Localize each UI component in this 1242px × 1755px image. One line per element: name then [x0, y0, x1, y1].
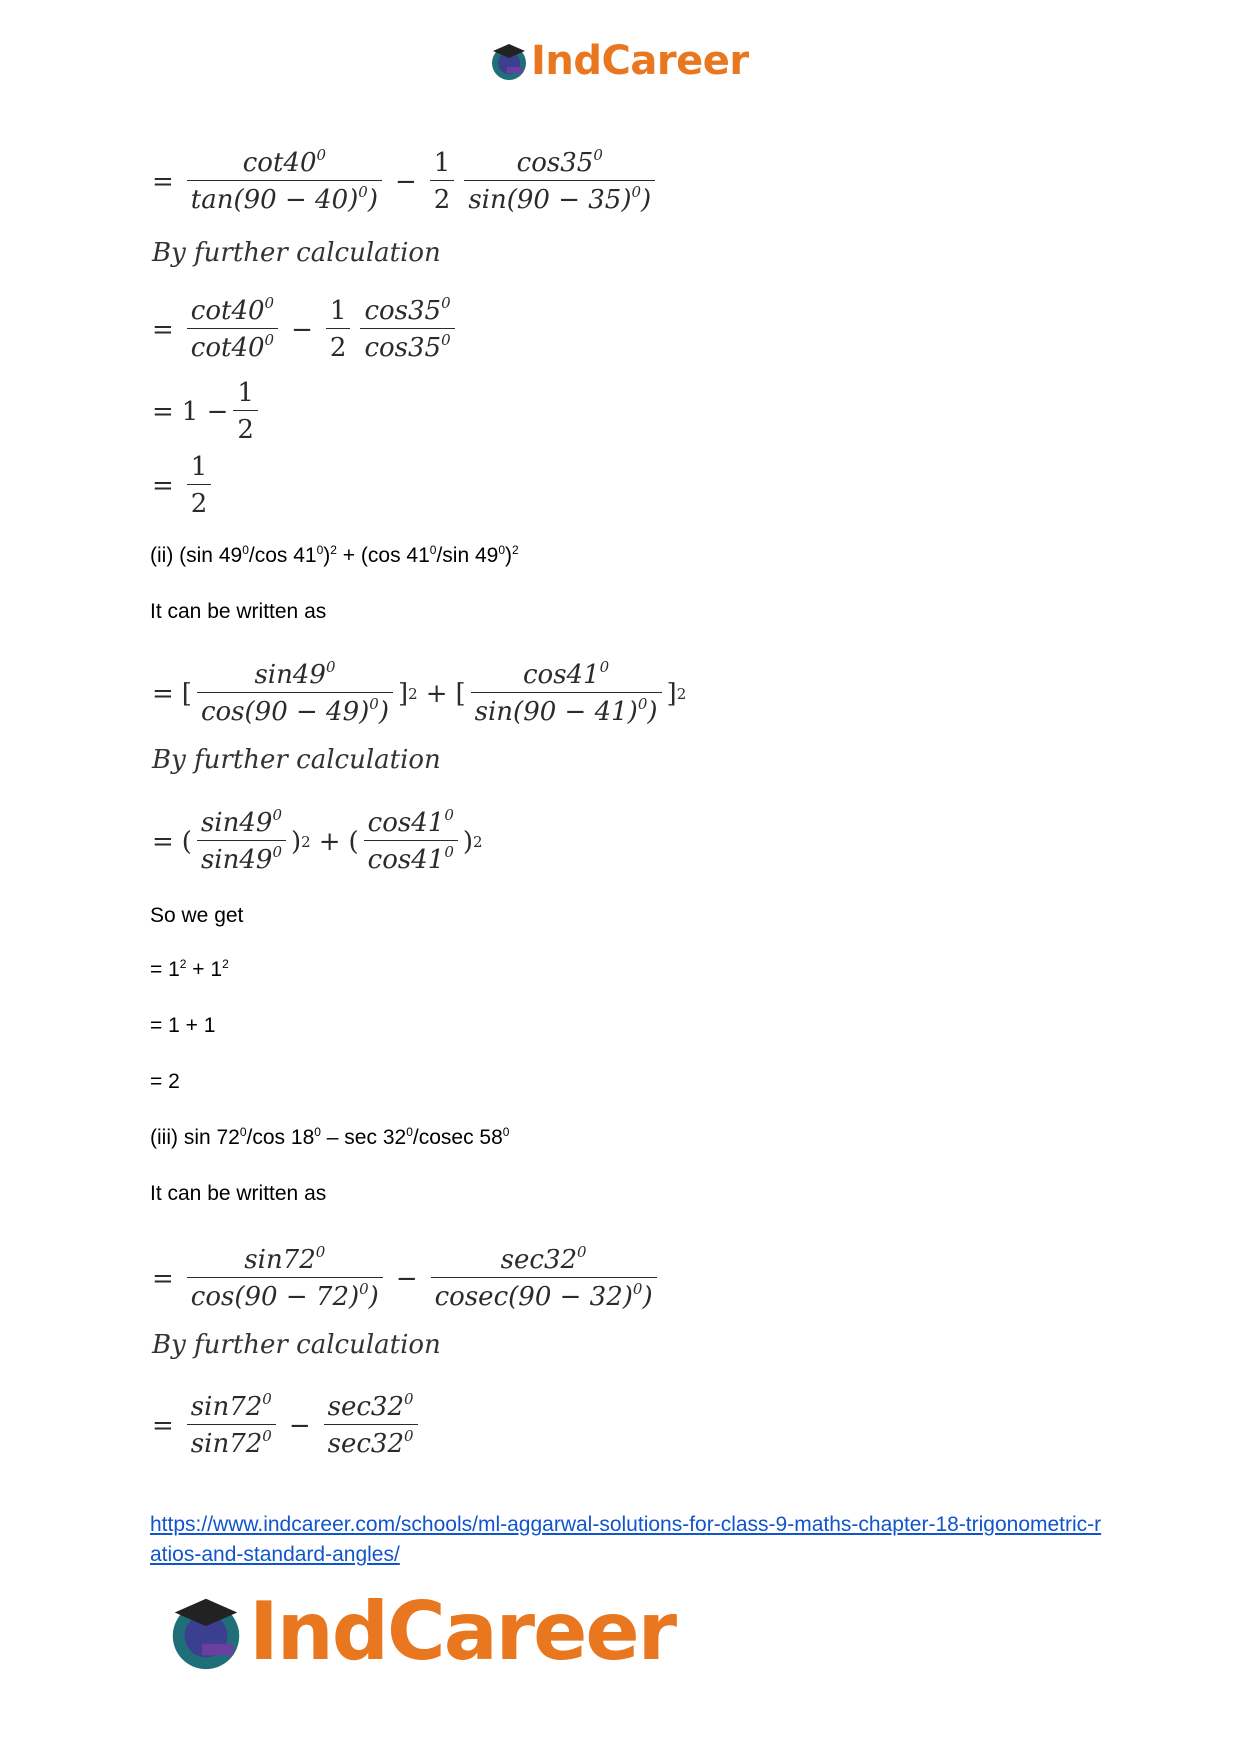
part-i-step4: = $\frac{1}{2}$	[152, 452, 216, 519]
part-ii-question: (ii) (sin $49^0/\cos$ $41^0)^2 + (\cos$ $41^0/\sin$ $49^0)^2$	[150, 543, 519, 567]
part-iii-question: (iii) $\sin 72^0/\cos$ $18^0$ – $\sec 32^0$/cosec $58^0$	[150, 1125, 510, 1149]
part-ii-step1: = [ $\frac{\sin 49^0}{\cos(90 - 49)^0)}$ ] 2 + [ $\frac{\cos 41^0}{\sin(90 - 41)^0)}$ ] 2	[152, 658, 687, 727]
part-ii-line2: = 1 + 1	[150, 1014, 216, 1037]
part-i-step1: = $\frac{\cot 40^0}{\tan(90 - 40)^0)}$ − $\frac{1}{2}$ $\frac{\cos 35^0}{\sin(90 - 35)^0)}$	[152, 148, 660, 215]
graduation-globe-icon	[487, 39, 531, 83]
part-ii-written-as: It can be written as	[150, 600, 327, 623]
part-ii-so-we-get: So we get	[150, 904, 244, 927]
part-ii-line1: = $1^2 + 1^2$	[150, 957, 229, 981]
part-i-step3: = 1 − $\frac{1}{2}$	[152, 378, 263, 445]
part-ii-line3: = 2	[150, 1070, 180, 1093]
logo-text: IndCareer	[249, 1585, 676, 1678]
graduation-globe-icon	[163, 1589, 249, 1675]
logo-text: IndCareer	[531, 38, 749, 84]
source-link[interactable]: https://www.indcareer.com/schools/ml-aggarwal-solutions-for-class-9-maths-chapter-18-trigonometric-ratios-and-standard-angles/	[150, 1513, 1102, 1566]
part-iii-written-as: It can be written as	[150, 1182, 327, 1205]
footer-logo	[163, 1585, 675, 1678]
part-iii-remark: By further calculation	[152, 1330, 441, 1360]
part-i-step2: = $\frac{\cot 40^0}{\cot 40^0}$ − $\frac{1}{2}$ $\frac{\cos 35^0}{\cos 35^0}$	[152, 296, 460, 363]
part-iii-step2: = $\frac{\sin 72^0}{\sin 72^0}$ − $\frac{\sec 32^0}{\sec 32^0}$	[152, 1392, 423, 1459]
part-i-remark: By further calculation	[152, 238, 441, 268]
header-logo	[487, 38, 749, 84]
part-ii-step2: = ( $\frac{\sin 49^0}{\sin 49^0}$ ) 2 + ( $\frac{\cos 41^0}{\cos 41^0}$ ) 2	[152, 806, 483, 875]
part-iii-step1: = $\frac{\sin 72^0}{\cos(90 - 72)^0)}$ − $\frac{\sec 32^0}{cosec(90 - 32)^0)}$	[152, 1245, 662, 1312]
part-ii-remark: By further calculation	[152, 745, 441, 775]
